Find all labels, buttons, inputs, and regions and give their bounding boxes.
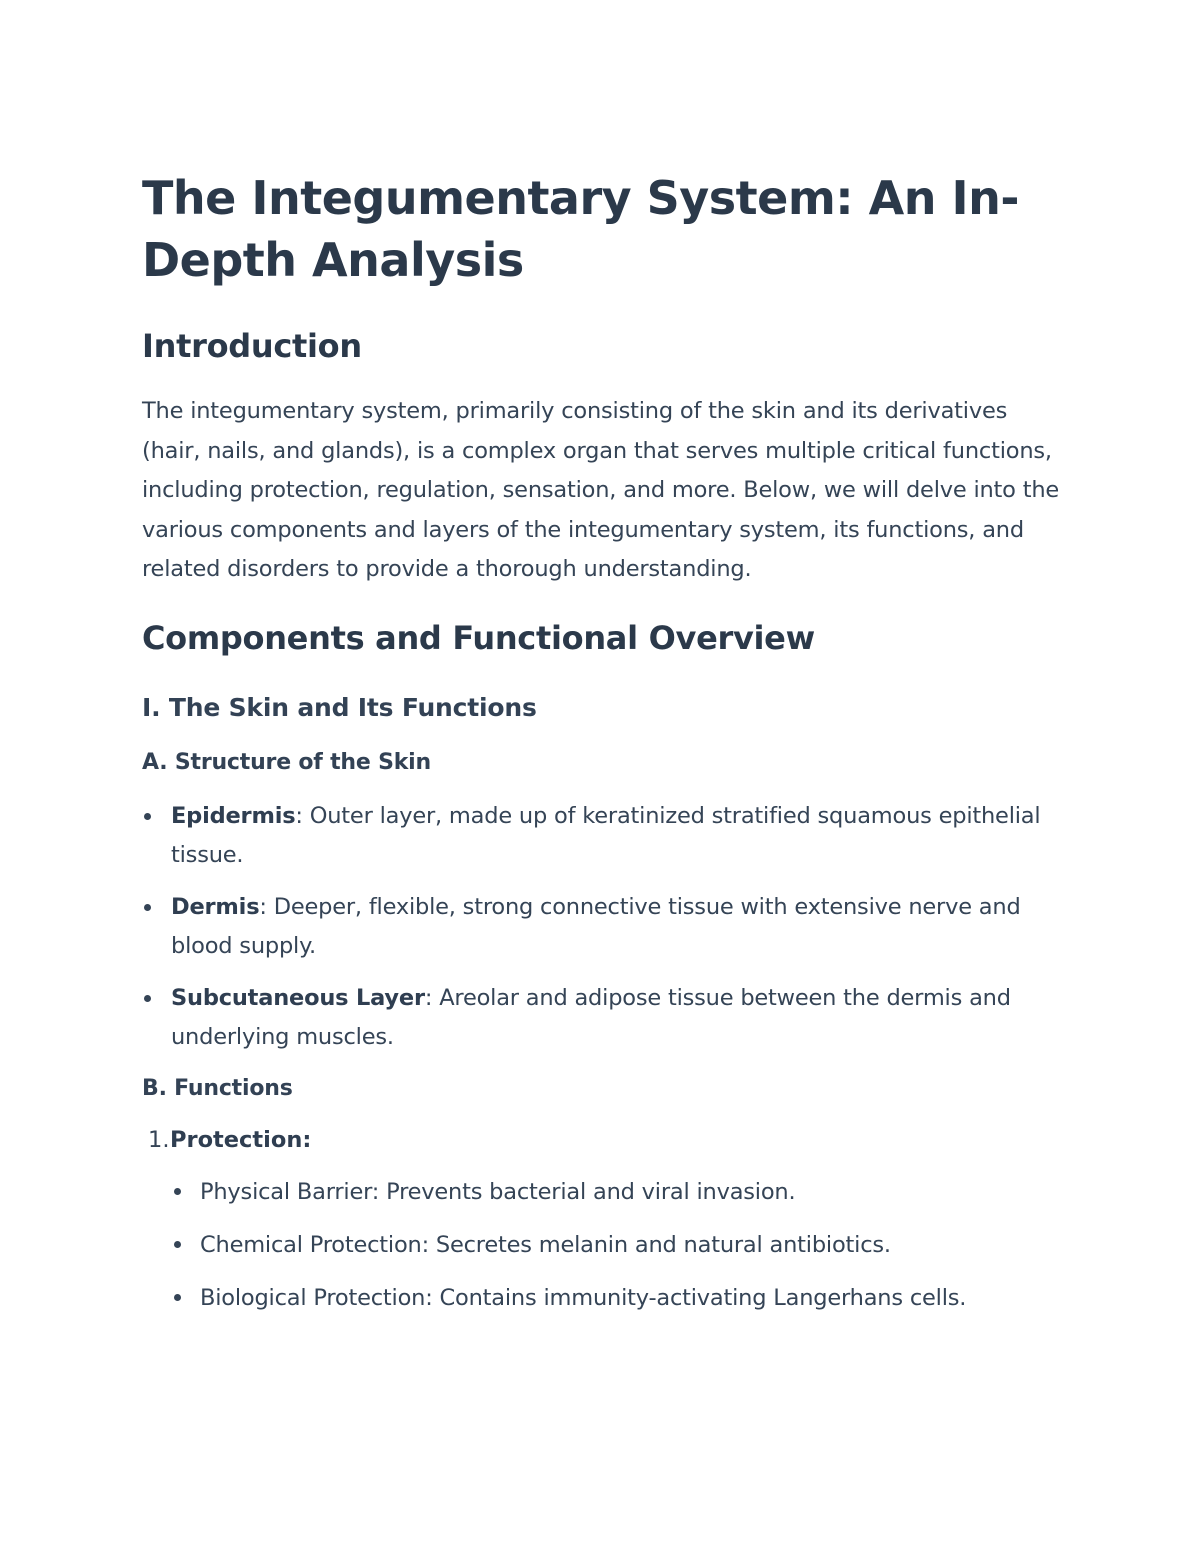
components-heading: Components and Functional Overview: [142, 618, 815, 657]
subitem-text: Chemical Protection: Secretes melanin and natural antibiotics.: [200, 1231, 891, 1258]
structure-list: [142, 797, 1062, 1058]
list-item: [142, 1280, 1062, 1316]
item-label: Protection:: [170, 1126, 312, 1153]
numbered-item-protection: [148, 1122, 1062, 1158]
bullet-icon: [174, 1241, 181, 1248]
term-epidermis: Epidermis: [171, 802, 296, 829]
term-subcutaneous: Subcutaneous Layer: [171, 984, 425, 1011]
definition-text: : Outer layer, made up of keratinized stratified squamous epithelial tissue.: [171, 802, 1041, 868]
list-item: [142, 979, 1062, 1058]
list-item: [142, 1227, 1062, 1263]
list-item: [142, 797, 1062, 876]
definition-text: : Deeper, flexible, strong connective tissue with extensive nerve and blood supply.: [171, 893, 1021, 959]
document-title: The Integumentary System: An In-Depth Analysis: [142, 171, 1020, 287]
bullet-icon: [174, 1188, 181, 1195]
structure-heading: A. Structure of the Skin: [142, 749, 431, 775]
functions-heading: B. Functions: [142, 1075, 293, 1101]
bullet-icon: [174, 1294, 181, 1301]
section-skin-heading: I. The Skin and Its Functions: [142, 692, 537, 722]
item-number: 1.: [148, 1126, 170, 1153]
bullet-icon: [144, 995, 151, 1002]
bullet-icon: [144, 813, 151, 820]
bullet-icon: [144, 904, 151, 911]
introduction-paragraph: The integumentary system, primarily consisting of the skin and its derivatives (hair, nails, and glands), is a complex organ that serves multiple critical functions, including protection, regulation, sensation, and more. Below, we will delve into the various components and layers of the integumentary system, its functions, and related disorders to provide a thorough understanding.: [142, 398, 1060, 582]
protection-sublist: [142, 1174, 1062, 1316]
definition-text: : Areolar and adipose tissue between the dermis and underlying muscles.: [171, 984, 1011, 1050]
introduction-heading: Introduction: [142, 327, 362, 365]
list-item: [142, 888, 1062, 967]
subitem-text: Biological Protection: Contains immunity-activating Langerhans cells.: [200, 1284, 967, 1311]
term-dermis: Dermis: [171, 893, 260, 920]
document-page: [142, 167, 1062, 1333]
list-item: [142, 1174, 1062, 1210]
subitem-text: Physical Barrier: Prevents bacterial and viral invasion.: [200, 1178, 796, 1205]
